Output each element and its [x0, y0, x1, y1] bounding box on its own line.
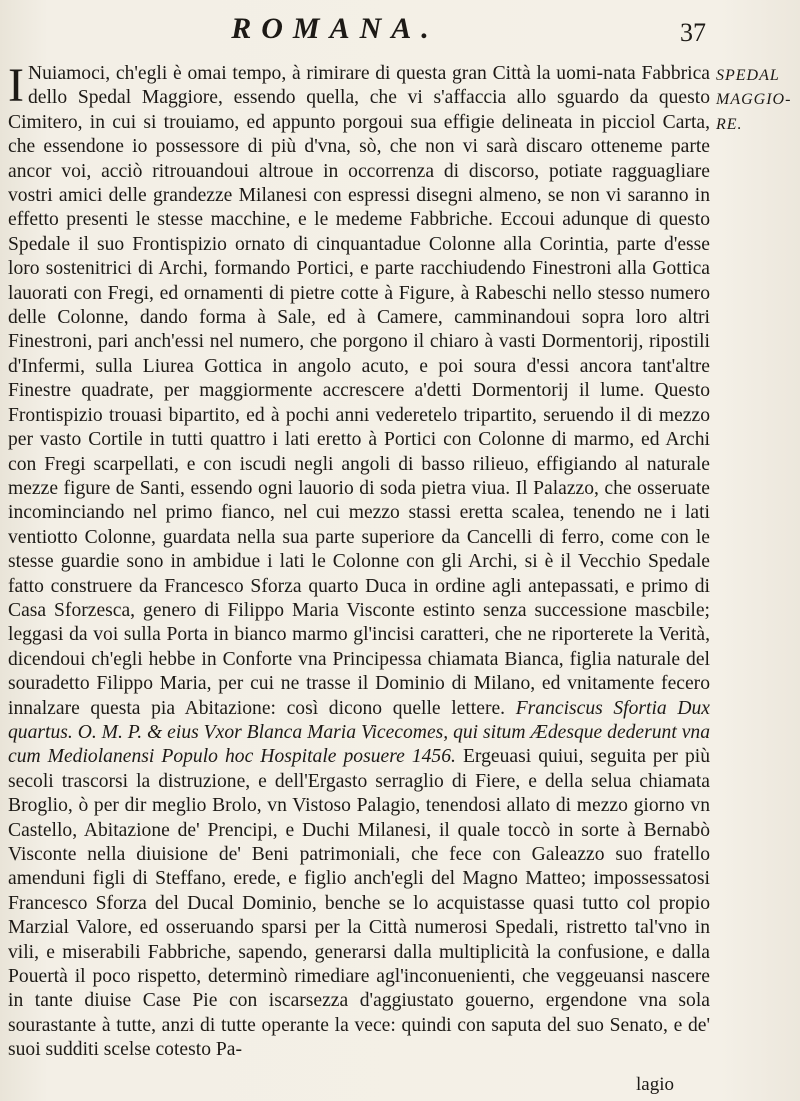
marginal-note-line: MAGGIO- — [716, 91, 792, 109]
latin-inscription: Franciscus Sfortia Dux quartus. O. M. P. & eius Vxor Blanca Maria Vicecomes, qui situm Ædesque dederunt vna cum Mediolanensi Populo hoc Hospitale posuere 1456. — [8, 697, 710, 768]
running-title: ROMANA. — [231, 12, 439, 45]
paragraph-2-text: Ergeuasi quiui, seguita per più secoli trascorsi la distruzione, e dell'Ergasto serraglio di Fiere, e della selua chiamata Broglio, ò per dir meglio Brolo, vn Vistoso Palagio, tenendosi allato di mezzo giorno vn Castello, Abitazione de' Prencipi, e Duchi Milanesi, il quale toccò in sorte à Bernabò Visconte nella diuisione de' Beni patrimoniali, che fece con Galeazzo suo fratello amenduni figli di Steffano, erede, e figlio anch'egli del Magno Matteo; impossessatosi Francesco Sforza del Ducal Dominio, benche se lo acquistasse quasi tutto col propio Marzial Valore, ed osseruando sparsi per la Città numerosi Spedali, ristretto tal'vno in vili, e miserabili Fabbriche, sapendo, generarsi dalla multiplicità la confusione, e dalla Pouertà il poco rispetto, determinò rimediare agl'inconuenienti, che veggeuansi nascere in tante diuise Case Pie con iscarsezza d'aggiustato gouerno, ergendone vna sola sourastante à tutte, anzi di tutte operante la vece: quindi con saputa del suo Senato, e de' suoi sudditi scelse cotesto Pa- — [8, 746, 710, 1061]
marginal-note-line: RE. — [716, 115, 743, 133]
body-text — [8, 59, 710, 1063]
drop-cap: I — [8, 59, 24, 112]
marginal-note-line: SPEDAL — [716, 67, 780, 84]
paragraph-1 — [8, 59, 710, 1063]
page-number: 37 — [680, 18, 706, 47]
paragraph-1-text: Nuiamoci, ch'egli è omai tempo, à rimirare di questa gran Città la uomi-nata Fabbrica dello Spedal Maggiore, essendo quella, che vi s'affaccia allo sguardo da questo Cimitero, in cui si trouiamo, ed appunto porgoui sua effigie delineata in picciol Carta, che essendone io possessore di più d'vna, sò, che non vi sarà discaro otteneme parte ancor voi, acciò ritrouandoui altroue in occorrenza di discorso, potiate ragguagliare vostri amici delle grandezze Milanesi con espressi disegni almeno, se non vi saranno in effetto presenti le stesse macchine, e le medeme Fabbriche. Eccoui adunque di questo Spedale il suo Frontispizio ornato di cinquantadue Colonne alla Corintia, parte d'esse loro sostenitrici di Archi, formando Portici, e parte racchiudendo Finestroni alla Gottica lauorati con Fregi, ed ornamenti di pietre cotte à Figure, à Rabeschi nello stesso numero delle Colonne, dando forma à Sale, ed à Camere, camminandoui sopra loro altri Finestroni, pari anch'essi nel numero, che porgono il chiaro à vasti Dormentorij, ripostili d'Infermi, sulla Liurea Gottica in angolo acuto, e poi soura d'essi ancora tant'altre Finestre quadrate, per maggiormente accrescere a'detti Dormentorij il lume. Questo Frontispizio trouasi bipartito, ed à pochi anni vederetelo tripartito, seruendo il di mezzo per vasto Cortile in tutti quattro i lati eretto à Portici con Colonne di marmo, ed Archi con Fregi scarpellati, e con iscudi negli angoli di basso rilieuo, effigiando al naturale mezze figure de Santi, essendo ogni lauorio di soda pietra viua. Il Palazzo, che osseruate incominciando nel primo fianco, nel cui mezzo stassi eretta scalea, tenendo ne i lati ventiotto Colonne, guardata nella sua parte superiore da Cancelli di ferro, come con le stesse guardie sono in ambidue i lati le Colonne con gli Archi, si è il Vecchio Spedale fatto construere da Francesco Sforza quarto Duca in ordine agli antepassati, e primo di Casa Sforzesca, genero di Filippo Maria Visconte estinto senza successione mascbile; leggasi da voi sulla Porta in bianco marmo gl'incisi caratteri, che ne riporterete la Verità, dicendoui ch'egli hebbe in Conforte vna Principessa chiamata Bianca, figlia naturale del souradetto Filippo Maria, per cui ne trasse il Dominio di Milano, ed vnitamente fecero innalzare questa pia Abitazione: così dicono quelle lettere. — [8, 63, 710, 719]
catchword: lagio — [636, 1074, 674, 1095]
marginal-note — [716, 64, 796, 137]
